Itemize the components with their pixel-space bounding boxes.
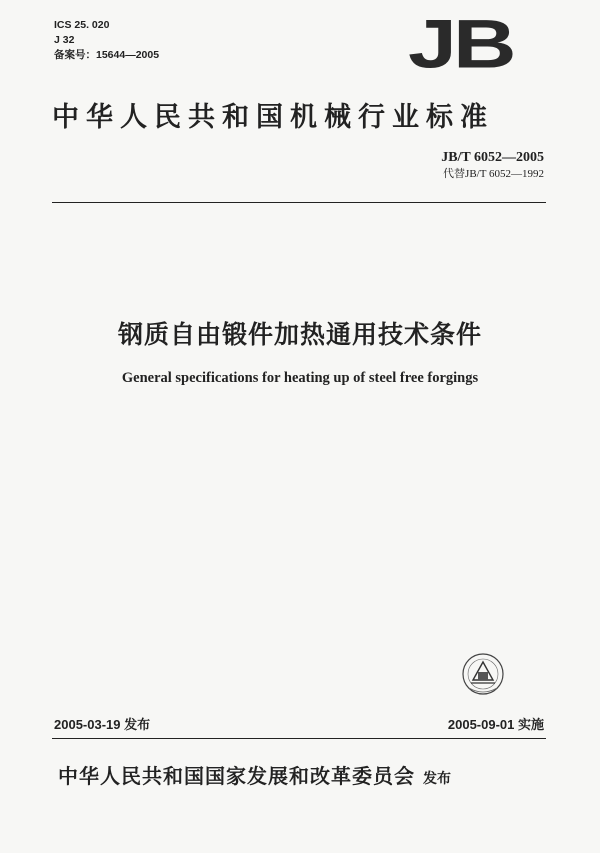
title-english: General specifications for heating up of steel free forgings xyxy=(121,370,479,386)
standard-number-block xyxy=(441,149,544,181)
replaces-standard: 代替JB/T 6052—1992 xyxy=(443,168,544,180)
class-code: J 32 xyxy=(54,34,75,46)
record-number: 备案号：15644—2005 xyxy=(54,49,160,61)
bottom-divider xyxy=(52,738,546,739)
publish-date: 2005-03-19 发布 xyxy=(54,717,151,732)
jb-logo: JB xyxy=(408,5,513,83)
issuer-action: 发布 xyxy=(423,771,451,787)
implement-date: 2005-09-01 实施 xyxy=(447,717,544,732)
issuing-authority xyxy=(58,760,451,789)
top-divider xyxy=(52,202,546,203)
standard-number: JB/T 6052—2005 xyxy=(441,150,544,165)
title-chinese: 钢质自由锻件加热通用技术条件 xyxy=(117,320,482,349)
issuer-name: 中华人民共和国国家发展和改革委员会 xyxy=(58,764,415,788)
ics-code: ICS 25. 020 xyxy=(54,19,110,31)
publisher-seal-icon xyxy=(459,650,507,700)
org-title: 中华人民共和国机械行业标准 xyxy=(52,102,494,133)
classification-block xyxy=(54,18,159,63)
